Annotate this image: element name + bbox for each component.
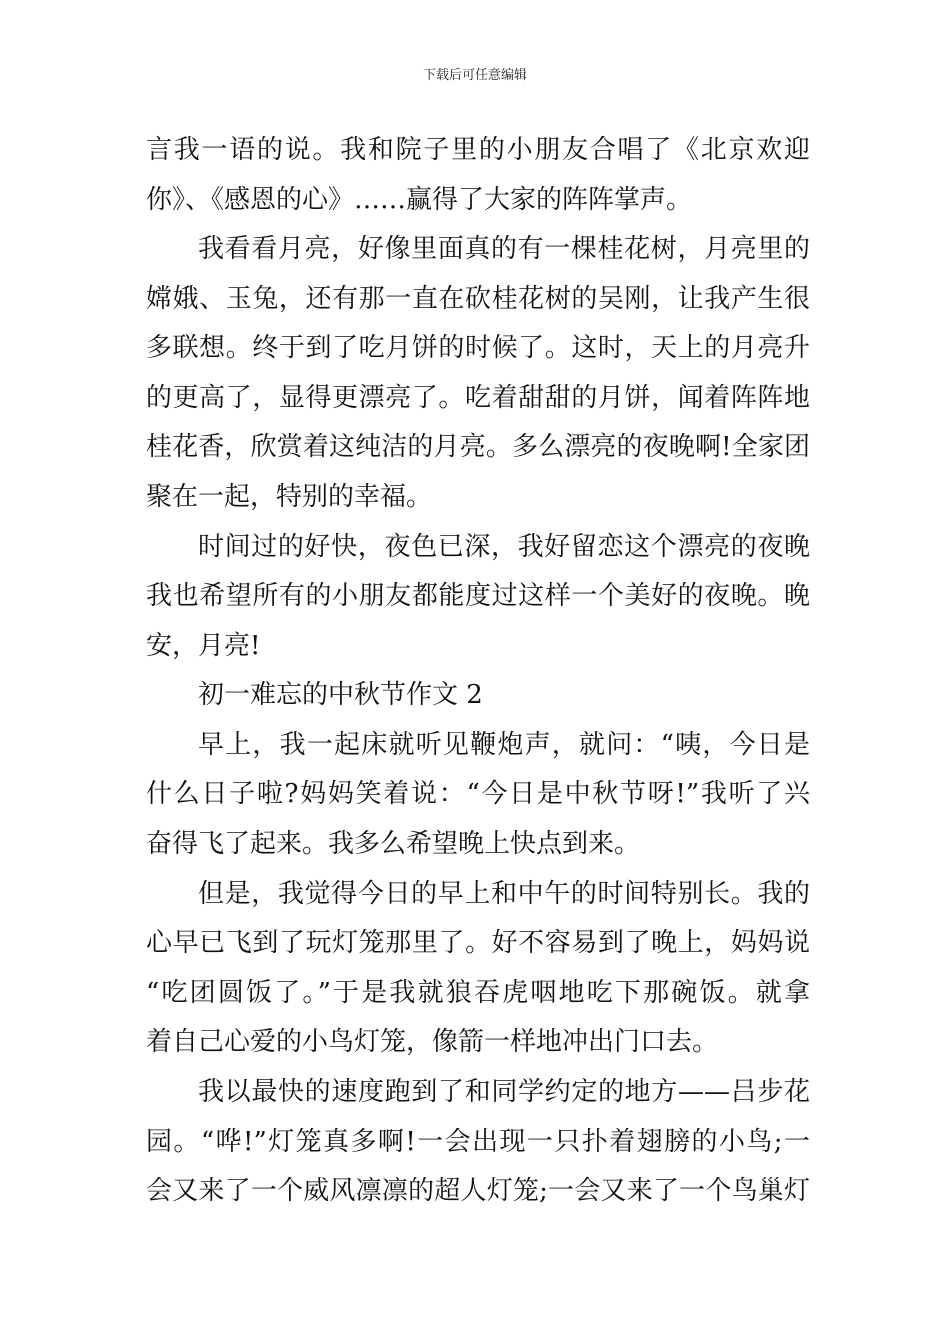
text-line: 你》、《感恩的心》……赢得了大家的阵阵掌声。 [146,185,693,215]
text-line: “吃团圆饭了。”于是我就狼吞虎咽地吃下那碗饭。就拿 [146,978,810,1008]
text-line: 早上，我一起床就听见鞭炮声，就问：“咦，今日是 [198,730,810,760]
text-line: 安，月亮! [146,631,261,661]
text-line: 着自己心爱的小鸟灯笼，像箭一样地冲出门口去。 [146,1027,719,1057]
text-line: 会又来了一个威风凛凛的超人灯笼;一会又来了一个鸟巢灯 [146,1176,810,1206]
text-line: 多联想。终于到了吃月饼的时候了。这时，天上的月亮升 [146,333,810,363]
text-line: 什么日子啦?妈妈笑着说：“今日是中秋节呀!”我听了兴 [146,779,810,809]
text-line: 奋得飞了起来。我多么希望晚上快点到来。 [146,829,641,859]
section-title: 初一难忘的中秋节作文 2 [198,680,483,710]
text-line: 言我一语的说。我和院子里的小朋友合唱了《北京欢迎 [146,135,810,165]
text-line: 我看看月亮，好像里面真的有一棵桂花树，月亮里的 [198,234,810,264]
text-line: 嫦娥、玉兔，还有那一直在砍桂花树的吴刚，让我产生很 [146,284,810,314]
text-line: 园。“哗!”灯笼真多啊!一会出现一只扑着翅膀的小鸟;一 [146,1127,810,1157]
text-line: 桂花香，欣赏着这纯洁的月亮。多么漂亮的夜晚啊!全家团 [146,432,810,462]
text-line: 时间过的好快，夜色已深，我好留恋这个漂亮的夜晚 [198,532,810,562]
text-line: 但是，我觉得今日的早上和中午的时间特别长。我的 [198,879,810,909]
text-line: 的更高了，显得更漂亮了。吃着甜甜的月饼，闻着阵阵地 [146,383,810,413]
text-line: 心早已飞到了玩灯笼那里了。好不容易到了晚上，妈妈说 [146,928,810,958]
page-header: 下载后可任意编辑 [422,68,527,83]
text-line: 聚在一起，特别的幸福。 [146,482,433,512]
text-line: 我以最快的速度跑到了和同学约定的地方——吕步花 [198,1077,810,1107]
text-line: 我也希望所有的小朋友都能度过这样一个美好的夜晚。晚 [146,581,810,611]
